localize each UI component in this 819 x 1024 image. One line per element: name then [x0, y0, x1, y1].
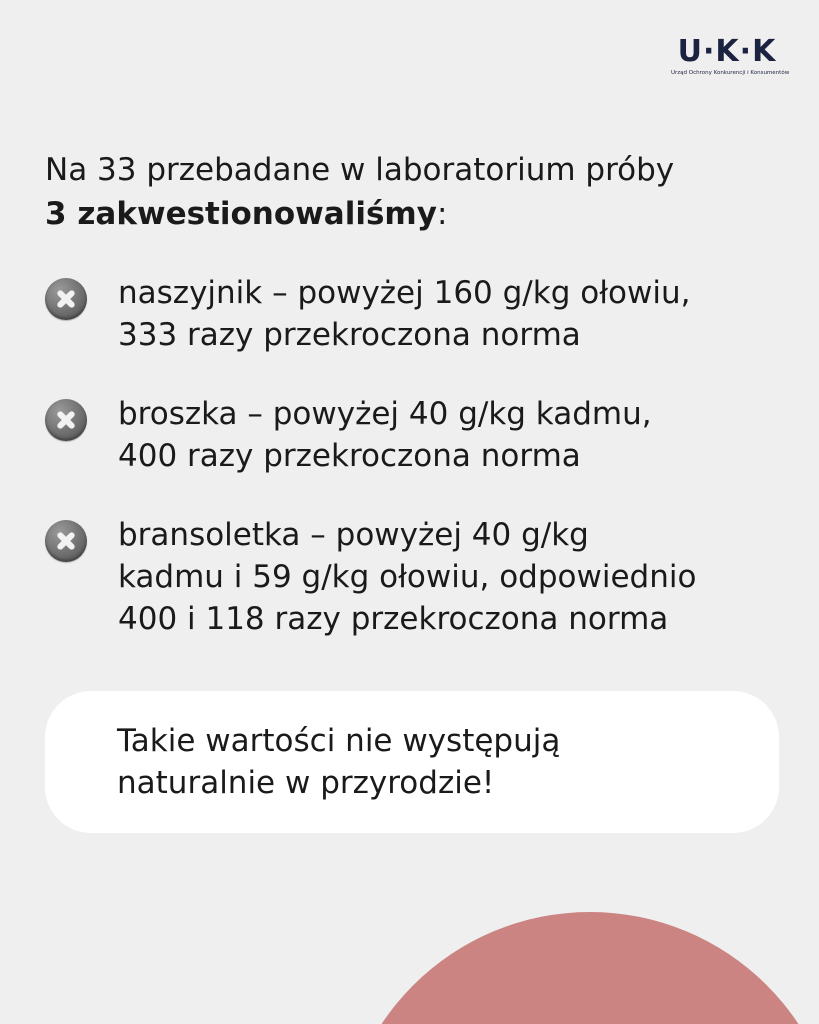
logo-subtitle: Urząd Ochrony Konkurencji i Konsumentów	[671, 70, 790, 76]
intro-bold-text: 3 zakwestionowaliśmy	[45, 196, 437, 232]
list-item-line: bransoletka – powyżej 40 g/kg	[118, 517, 589, 553]
note-line: Takie wartości nie występują	[117, 723, 561, 759]
note-line: naturalnie w przyrodzie!	[117, 765, 495, 801]
note-box	[45, 691, 779, 833]
decorative-circle	[340, 912, 819, 1024]
x-circle-icon	[45, 520, 87, 562]
list-item-text	[118, 272, 798, 356]
logo-mark: U·K·K	[677, 34, 777, 69]
intro-text: Na 33 przebadane w laboratorium próby	[45, 152, 675, 188]
intro-colon: :	[436, 196, 448, 232]
list-item-line: kadmu i 59 g/kg ołowiu, odpowiednio	[118, 559, 697, 595]
logo	[671, 34, 790, 77]
x-circle-icon	[45, 278, 87, 320]
x-circle-icon	[45, 399, 87, 441]
list-item-text	[118, 514, 798, 640]
list-item-line: 400 razy przekroczona norma	[118, 438, 581, 474]
note-text	[117, 720, 737, 804]
list-item-text	[118, 393, 798, 477]
intro-heading	[45, 148, 785, 236]
list-item-line: 333 razy przekroczona norma	[118, 317, 581, 353]
list-item-line: broszka – powyżej 40 g/kg kadmu,	[118, 396, 652, 432]
list-item-line: naszyjnik – powyżej 160 g/kg ołowiu,	[118, 275, 691, 311]
list-item-line: 400 i 118 razy przekroczona norma	[118, 601, 669, 637]
